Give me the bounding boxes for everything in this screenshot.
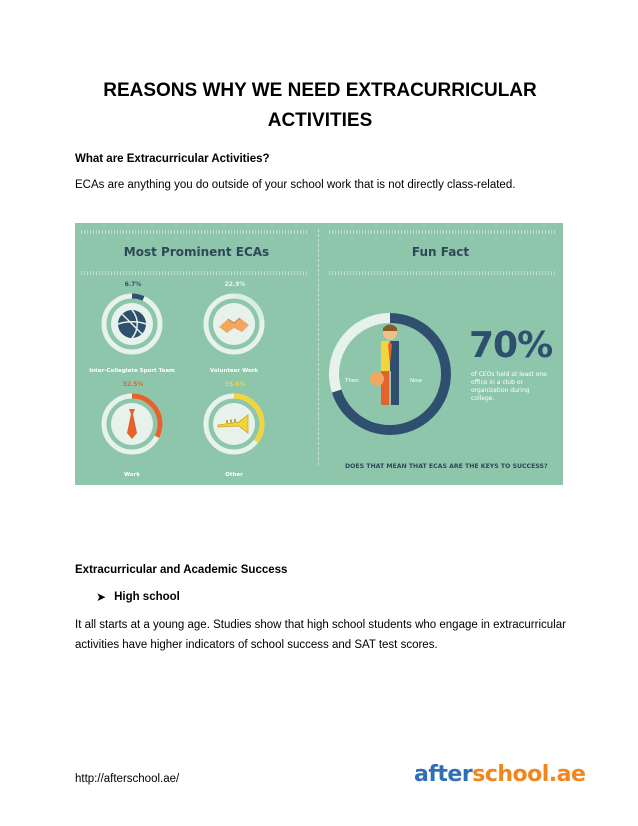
bullet-label: High school bbox=[114, 591, 180, 603]
item-label-other: Other bbox=[225, 472, 243, 478]
item-percent-sport: 6.7% bbox=[124, 281, 142, 288]
ceo-figure-icon bbox=[370, 325, 399, 406]
item-percent-other: 35.6% bbox=[224, 381, 246, 388]
fact-big-stat: 70% bbox=[469, 325, 553, 366]
item-label-sport: Inter-Collegiate Sport Team bbox=[89, 368, 175, 374]
ring-chart-work bbox=[99, 391, 165, 457]
then-label: Then bbox=[345, 378, 359, 384]
now-label: Now bbox=[410, 378, 422, 384]
arrow-bullet-icon: ➤ bbox=[96, 590, 107, 604]
section-paragraph-high-school: It all starts at a young age. Studies show that high school students who engage in extracurricular activities have higher indicators of school success and SAT test scores. bbox=[75, 619, 566, 651]
afterschool-logo: afterschool.ae bbox=[414, 762, 586, 787]
item-percent-volunteer: 22.9% bbox=[224, 281, 246, 288]
item-percent-work: 32.5% bbox=[122, 381, 144, 388]
item-label-work: Work bbox=[123, 472, 141, 478]
fact-description: of CEOs held at least one office in a club or organization during college. bbox=[471, 371, 547, 402]
infographic-question: DOES THAT MEAN THAT ECAS ARE THE KEYS TO SUCCESS? bbox=[345, 463, 548, 470]
infographic-left-title: Most Prominent ECAs bbox=[123, 245, 270, 259]
section-heading-academic-success: Extracurricular and Academic Success bbox=[75, 564, 288, 576]
ecas-infographic bbox=[75, 223, 563, 485]
section-heading-what-are-ecas: What are Extracurricular Activities? bbox=[75, 153, 270, 165]
volleyball-icon bbox=[118, 310, 146, 338]
footer-url[interactable]: http://afterschool.ae/ bbox=[75, 773, 180, 785]
item-label-volunteer: Volunteer Work bbox=[209, 368, 259, 374]
page-title: REASONS WHY WE NEED EXTRACURRICULAR ACTIVITIES bbox=[103, 80, 537, 131]
infographic-right-title: Fun Fact bbox=[411, 245, 470, 259]
ring-chart-volunteer bbox=[201, 291, 267, 357]
ring-chart-sport bbox=[99, 291, 165, 357]
bullet-high-school bbox=[96, 590, 180, 604]
ring-chart-ceo-fact bbox=[325, 309, 455, 439]
section-paragraph-definition: ECAs are anything you do outside of your school work that is not directly class-related. bbox=[75, 179, 516, 191]
ring-chart-other bbox=[201, 391, 267, 457]
